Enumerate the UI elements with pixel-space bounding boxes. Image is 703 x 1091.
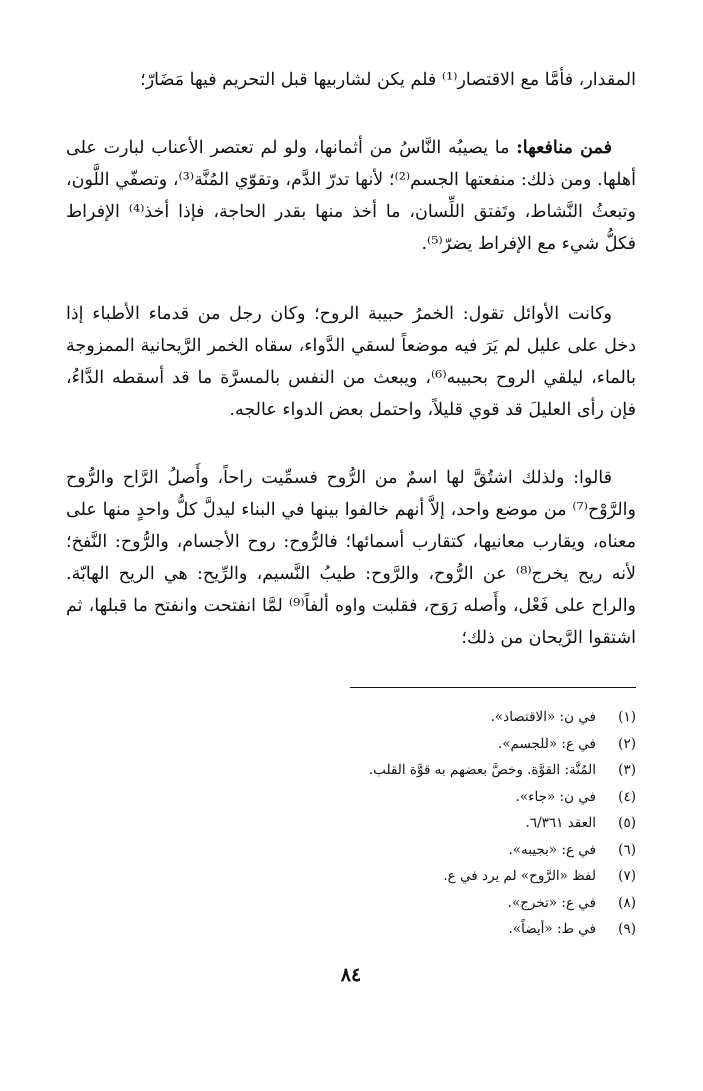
footnote-item [66,731,636,758]
footnote-number: (٢) [618,735,636,752]
footnote-number: (٥) [618,815,636,831]
footnote-item [66,810,636,837]
footnote-number: (٨) [618,894,636,911]
paragraph-2-text: ما يصيبُه النَّاسُ من أثمانها، ولو لم تعتصر الأعناب لبارت على أهلها. ومن ذلك: منفعتها الجسم⁽²⁾؛ لأنها تدرّ الدَّم، وتقوّي المُنَّة⁽³⁾، وتصفّي اللَّون، وتبعثُ النَّشاط، وتَفتق اللِّسان، ما أخذ منها بقدر الحاجة، فإذا أخذ⁽⁴⁾ الإفراط فكلُّ شيء مع الإفراط يضرّ⁽⁵⁾. [66,138,637,254]
book-page [66,64,636,1064]
footnote-item [66,837,636,864]
footnote-number: (٣) [618,762,636,778]
footnote-text: في ع: «تخرج». [507,894,596,911]
footnote-text: العقد ٦/٣٦١. [525,815,596,831]
footnote-item [66,757,636,784]
footnote-text: في ن: «جاء». [515,788,596,805]
footnote-separator [350,687,636,688]
footnote-text: في ع: «للجسم». [497,735,596,752]
footnote-item [66,890,636,917]
page-number: ٨٤ [340,964,362,986]
footnote-item [66,784,636,811]
footnote-text: المُنَّة: القوَّة. وخصَّ بعضهم به قوَّة القلب. [368,762,596,778]
footnote-item [66,704,636,731]
paragraph-2-lead: فمن منافعها: [516,138,612,158]
paragraph-1: المقدار، فأمَّا مع الاقتصار⁽¹⁾ فلم يكن لشاربيها قبل التحريم فيها مَضَارّ؛ [140,70,636,90]
footnote-number: (٧) [618,868,636,884]
footnote-item [66,916,636,943]
footnotes-list [66,704,636,943]
paragraph-3: وكانت الأوائل تقول: الخمرُ حبيبة الروح؛ وكان رجل من قدماء الأطباء إذا دخل على عليل لم يَرَ فيه موضعاً لسقي الدَّواء، سقاه الخمر الرَّيحانية الممزوجة بالماء، ليلقي الروح بحبيبه⁽⁶⁾، ويبعث من النفس بالمسرَّة ما قد أسقطه الدَّاءُ، فإن رأى العليلَ قد قوي قليلاً، واحتمل بعض الدواء عالجه. [66,304,637,420]
footnote-number: (٤) [618,788,636,805]
footnote-number: (٩) [618,921,636,937]
footnote-item [66,863,636,890]
footnote-text: في ن: «الاقتصاد». [490,709,596,725]
footnote-number: (٦) [618,841,636,858]
footnote-text: في ط: «أيضاً». [508,921,596,937]
footnote-number: (١) [618,709,636,725]
footnote-text: لفظ «الرَّوح» لم يرد في ع. [443,868,596,884]
footnote-text: في ع: «بجيبه». [508,841,596,858]
paragraph-4: قالوا: ولذلك اشتُقَّ لها اسمٌ من الرُّوح فسمِّيت راحاً، وأَصلُ الرَّاح والرُّوح والرَّوْح⁽⁷⁾ من موضع واحد، إلاَّ أنهم خالفوا بينها في البناء ليدلَّ كلُّ واحدٍ منها على معناه، ويقارب معانيها، كتقارب أسمائها؛ فالرُّوح: روح الأجسام، والرُّوح: النَّفخ؛ لأنه ريح يخرج⁽⁸⁾ عن الرُّوح، والرَّوح: طيبُ النَّسيم، والرِّيح: هي الريح الهابّة. والراح على فَعْل، وأَصله رَوَح، فقلبت واوه ألفاً⁽⁹⁾ لمَّا انفتحت وانفتح ما قبلها، ثم اشتقوا الرَّيحان من ذلك؛ [66,468,637,648]
paragraph-2 [66,132,636,260]
